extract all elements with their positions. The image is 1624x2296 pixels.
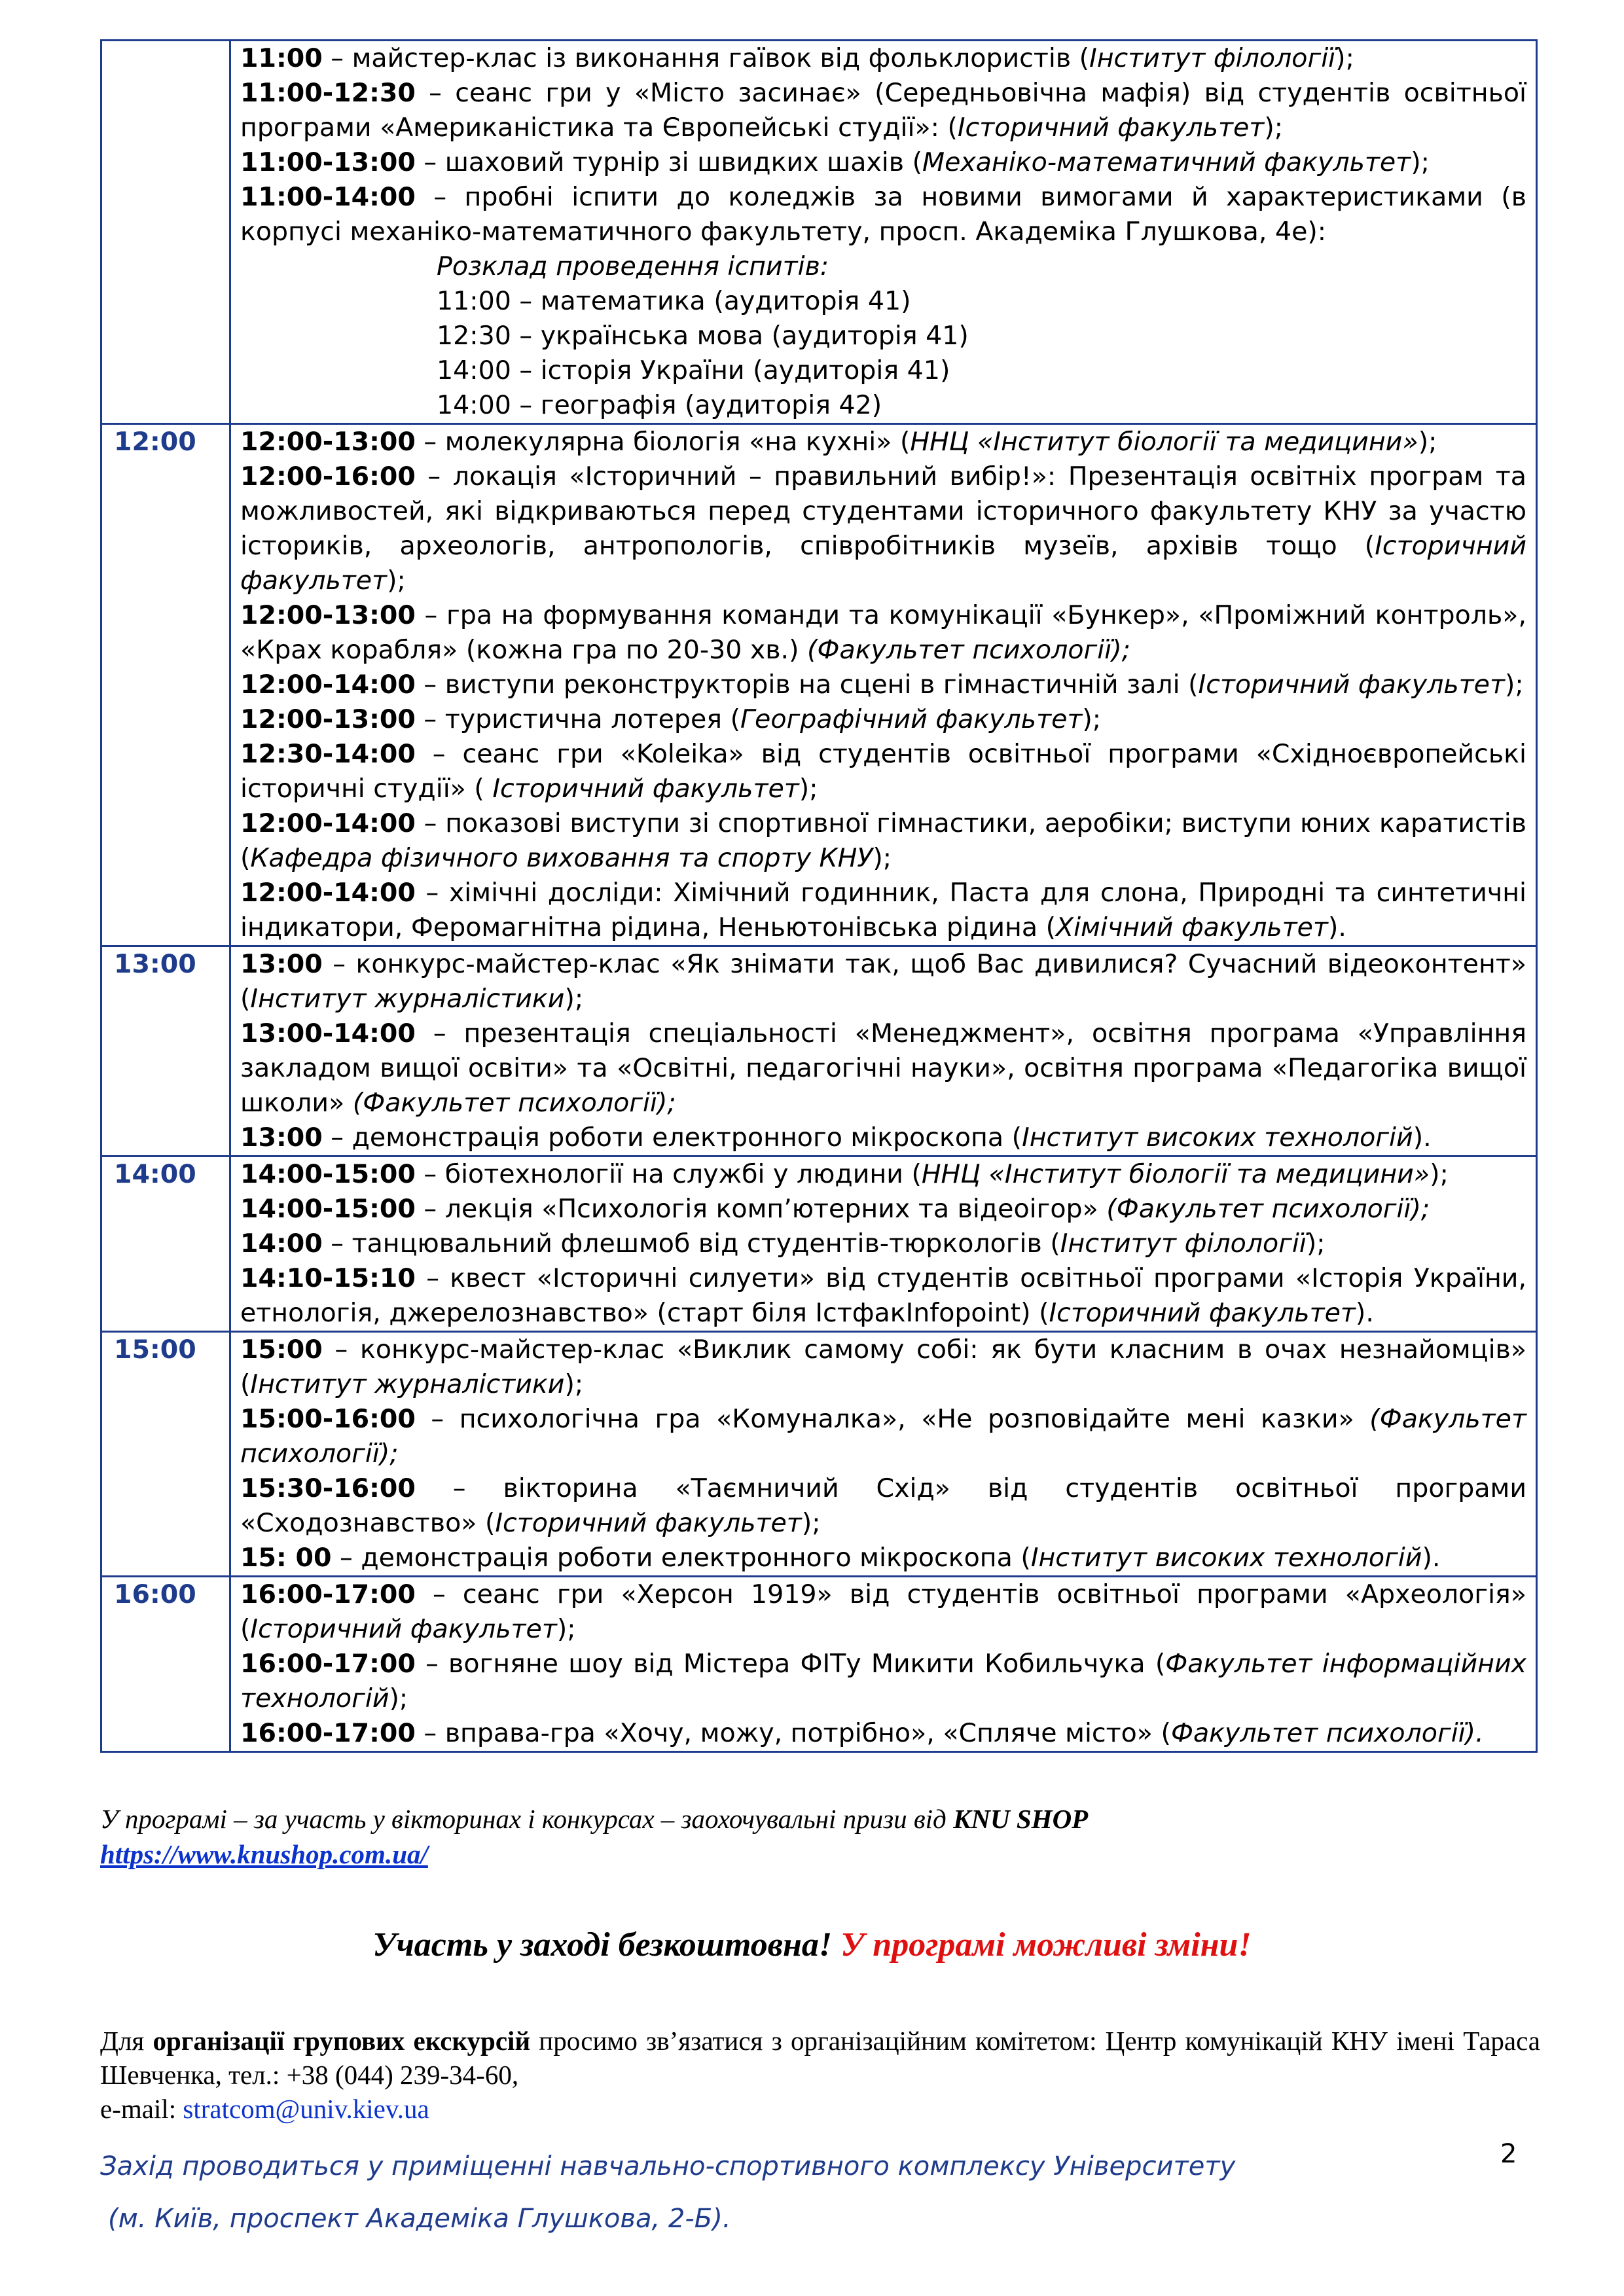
event-description: – хімічні досліди: Хімічний годинник, Паста для слона, Природні та синтетичні індикатори, Феромагнітна рідина, Неньютонівська рідина ( [240, 878, 1526, 942]
schedule-row [101, 1577, 1537, 1752]
event-trail: ); [564, 984, 584, 1014]
event-organizer: Інститут філології [1089, 43, 1336, 73]
event-time: 12:00-13:00 [240, 427, 416, 457]
free-participation-text: Участь у заході безкоштовна! [372, 1926, 833, 1964]
event-description: – молекулярна біологія «на кухні» ( [415, 427, 911, 457]
exam-schedule [240, 249, 1526, 423]
event-description: – квест «Історичні силуети» від студентів освітньої програми «Історія України, етнологія, джерелознавство» (старт біля ІстфакInfopoint) ( [240, 1263, 1526, 1328]
event-description: – майстер-клас із виконання гаївок від фольклористів ( [322, 43, 1090, 73]
event-entry [240, 1261, 1526, 1331]
event-organizer: ННЦ «Інститут біології та медицини» [921, 1159, 1430, 1189]
event-organizer: Географічний факультет [740, 704, 1083, 734]
event-organizer: ННЦ «Інститут біології та медицини» [910, 427, 1418, 457]
time-slot: 13:00 [101, 946, 230, 1157]
schedule-row [101, 1157, 1537, 1332]
event-organizer: Хімічний факультет [1056, 912, 1328, 942]
event-description: – танцювальний флешмоб від студентів-тюркологів ( [322, 1229, 1060, 1259]
schedule-body [101, 41, 1537, 1752]
time-slot: 12:00 [101, 424, 230, 946]
event-time: 12:30-14:00 [240, 739, 416, 769]
event-time: 15: 00 [240, 1543, 332, 1573]
event-entry [240, 180, 1526, 249]
event-trail: ). [1355, 1298, 1374, 1328]
event-description: – лекція «Психологія комп’ютерних та відеоігор» [415, 1194, 1107, 1224]
schedule-row [101, 41, 1537, 424]
event-organizer: Факультет психології). [1170, 1718, 1484, 1748]
event-time: 12:00-14:00 [240, 670, 416, 700]
event-organizer: Історичний факультет [492, 774, 799, 804]
event-organizer: Інститут філології [1060, 1229, 1307, 1259]
event-description: – пробні іспити до коледжів за новими вимогами й характеристиками (в корпусі механіко-математичного факультету, просп. Академіка Глушкова, 4е): [240, 182, 1526, 247]
venue-line-1: Захід проводиться у приміщенні навчально-спортивного комплексу Університету [100, 2151, 1236, 2181]
event-time: 14:00 [240, 1229, 323, 1259]
event-description: – демонстрація роботи електронного мікроскопа ( [322, 1122, 1022, 1153]
prize-text: У програмі – за участь у вікторинах і конкурсах – заохочувальні призи від [100, 1804, 954, 1834]
event-time: 11:00-13:00 [240, 147, 416, 177]
event-entry [240, 459, 1526, 598]
event-time: 12:00-14:00 [240, 808, 416, 838]
contact-bold: організації групових екскурсій [153, 2026, 531, 2056]
event-description: – вправа-гра «Хочу, можу, потрібно», «Спляче місто» ( [415, 1718, 1171, 1748]
event-organizer: Механіко-математичний факультет [922, 147, 1411, 177]
event-entry [240, 1333, 1526, 1402]
schedule-row [101, 424, 1537, 946]
time-slot: 15:00 [101, 1332, 230, 1577]
event-description: – сеанс гри у «Місто засинає» (Середньовічна мафія) від студентів освітньої програми «Американістика та Європейські студії»: ( [240, 78, 1526, 143]
event-time: 14:00-15:00 [240, 1194, 416, 1224]
page-number: 2 [1500, 2139, 1517, 2169]
event-entry [240, 1192, 1526, 1227]
event-entry [240, 1577, 1526, 1647]
event-description: – демонстрація роботи електронного мікроскопа ( [331, 1543, 1031, 1573]
event-entry [240, 1716, 1526, 1751]
event-description: – вікторина «Таємничий Схід» від студентів освітньої програми «Сходознавство» ( [240, 1473, 1526, 1538]
event-time: 16:00-17:00 [240, 1579, 416, 1609]
event-trail: ); [1082, 704, 1102, 734]
event-time: 13:00 [240, 949, 323, 979]
event-trail: ); [1418, 427, 1437, 457]
event-entry [240, 1541, 1526, 1575]
event-description: – вогняне шоу від Містера ФІТу Микити Кобильчука ( [415, 1649, 1166, 1679]
event-entry [240, 947, 1526, 1016]
event-trail: ). [1327, 912, 1346, 942]
event-entry [240, 41, 1526, 76]
event-entry [240, 1227, 1526, 1261]
exam-item: 12:30 – українська мова (аудиторія 41) [437, 321, 969, 351]
event-trail: ); [799, 774, 818, 804]
event-time: 13:00-14:00 [240, 1018, 416, 1049]
event-organizer: Історичний факультет [240, 531, 1526, 596]
event-entry [240, 702, 1526, 737]
event-time: 11:00 [240, 43, 323, 73]
events-cell [230, 1157, 1537, 1332]
event-organizer: Інститут високих технологій [1030, 1543, 1422, 1573]
venue-note [100, 2140, 1475, 2245]
exam-item: 14:00 – географія (аудиторія 42) [437, 390, 882, 420]
event-organizer: Кафедра фізичного виховання та спорту КНУ [250, 843, 873, 873]
event-entry [240, 598, 1526, 668]
event-entry [240, 1121, 1526, 1155]
schedule-row [101, 1332, 1537, 1577]
event-organizer: Історичний факультет [957, 113, 1265, 143]
exam-item: 11:00 – математика (аудиторія 41) [437, 286, 911, 316]
schedule-table [100, 39, 1538, 1753]
event-description: – локація «Історичний – правильний вибір!»: Презентація освітніх програм та можливостей, які відкриваються перед студентами історичного факультету КНУ за участю істориків, археологів, антропологів, співробітників музеїв, архівів тощо ( [240, 461, 1526, 561]
event-description: – туристична лотерея ( [415, 704, 741, 734]
event-time: 11:00-12:30 [240, 78, 416, 108]
event-organizer: (Факультет психології); [1106, 1194, 1430, 1224]
event-time: 15:00 [240, 1335, 323, 1365]
contact-post: просимо зв’язатися з організаційним комітетом: Центр комунікацій КНУ імені Тараса Шевченка, тел.: +38 (044) 239-34-60, [100, 2026, 1541, 2090]
event-description: – сеанс гри «Koleika» від студентів освітньої програми «Східноєвропейські історичні студії» ( [240, 739, 1526, 804]
event-entry [240, 876, 1526, 945]
event-organizer: Інститут журналістики [250, 1369, 565, 1399]
event-entry [240, 1471, 1526, 1541]
email-label: e-mail: [100, 2094, 183, 2124]
event-time: 16:00-17:00 [240, 1718, 416, 1748]
event-organizer: Історичний факультет [495, 1508, 802, 1538]
event-description: – шаховий турнір зі швидких шахів ( [415, 147, 923, 177]
event-entry [240, 1157, 1526, 1192]
events-cell [230, 1577, 1537, 1752]
schedule-row [101, 946, 1537, 1157]
event-description: – презентація спеціальності «Менеджмент», освітня програма «Управління закладом вищої освіти» та «Освітні, педагогічні науки», освітня програма «Педагогіка вищої школи» [240, 1018, 1526, 1118]
event-entry [240, 737, 1526, 806]
event-trail: ); [801, 1508, 821, 1538]
notice-line [0, 1924, 1624, 1966]
event-entry [240, 1402, 1526, 1471]
event-time: 15:00-16:00 [240, 1404, 416, 1434]
event-entry [240, 1016, 1526, 1121]
event-trail: ). [1422, 1543, 1441, 1573]
event-trail: ); [1335, 43, 1354, 73]
event-entry [240, 425, 1526, 459]
exam-item: 14:00 – історія України (аудиторія 41) [437, 355, 950, 386]
exam-schedule-heading: Розклад проведення іспитів: [437, 251, 829, 281]
event-description: – гра на формування команди та комунікації «Бункер», «Проміжний контроль», «Крах корабля» (кожна гра по 20-30 хв.) [240, 600, 1526, 665]
event-organizer: (Факультет психології); [352, 1088, 676, 1118]
event-organizer: Інститут журналістики [250, 984, 565, 1014]
time-slot: 16:00 [101, 1577, 230, 1752]
event-description: – показові виступи зі спортивної гімнастики, аеробіки; виступи юних каратистів ( [240, 808, 1526, 873]
program-changes-text: У програмі можливі зміни! [840, 1926, 1252, 1964]
event-trail: ). [1413, 1122, 1432, 1153]
time-slot [101, 41, 230, 424]
event-time: 13:00 [240, 1122, 323, 1153]
event-entry [240, 76, 1526, 145]
knushop-link[interactable]: https://www.knushop.com.ua/ [100, 1839, 428, 1869]
event-organizer: Історичний факультет [1049, 1298, 1356, 1328]
event-time: 12:00-13:00 [240, 600, 416, 630]
event-description: – виступи реконструкторів на сцені в гімнастичній залі ( [415, 670, 1199, 700]
event-time: 12:00-16:00 [240, 461, 416, 492]
event-trail: ); [873, 843, 892, 873]
event-trail: ); [564, 1369, 584, 1399]
events-cell [230, 1332, 1537, 1577]
event-description: – конкурс-майстер-клас «Виклик самому собі: як бути класним в очах незнайомців» ( [240, 1335, 1526, 1399]
venue-line-2: (м. Київ, проспект Академіка Глушкова, 2-Б). [108, 2204, 731, 2234]
events-cell [230, 946, 1537, 1157]
event-time: 14:10-15:10 [240, 1263, 416, 1293]
event-trail: ); [387, 565, 406, 596]
event-trail: ); [1411, 147, 1430, 177]
event-trail: ); [389, 1683, 408, 1713]
events-cell [230, 41, 1537, 424]
prize-brand: KNU SHOP [953, 1804, 1089, 1834]
events-cell [230, 424, 1537, 946]
event-time: 14:00-15:00 [240, 1159, 416, 1189]
event-entry [240, 145, 1526, 180]
event-time: 12:00-13:00 [240, 704, 416, 734]
event-organizer: Інститут високих технологій [1022, 1122, 1413, 1153]
event-time: 16:00-17:00 [240, 1649, 416, 1679]
event-trail: ); [1264, 113, 1284, 143]
event-organizer: Історичний факультет [250, 1614, 557, 1644]
contact-info [100, 2024, 1540, 2126]
contact-pre: Для [100, 2026, 153, 2056]
time-slot: 14:00 [101, 1157, 230, 1332]
event-trail: ); [1504, 670, 1524, 700]
event-time: 12:00-14:00 [240, 878, 416, 908]
event-description: – психологічна гра «Комуналка», «Не розповідайте мені казки» [415, 1404, 1370, 1434]
event-trail: ); [556, 1614, 576, 1644]
event-entry [240, 806, 1526, 876]
event-organizer: Факультет інформаційних технологій [240, 1649, 1526, 1713]
event-trail: ); [1306, 1229, 1326, 1259]
event-description: – біотехнології на службі у людини ( [415, 1159, 922, 1189]
event-time: 15:30-16:00 [240, 1473, 416, 1503]
event-organizer: (Факультет психології); [807, 635, 1130, 665]
event-organizer: (Факультет психології); [240, 1404, 1526, 1469]
event-entry [240, 668, 1526, 702]
event-trail: ); [1430, 1159, 1449, 1189]
event-time: 11:00-14:00 [240, 182, 416, 212]
event-description: – сеанс гри «Херсон 1919» від студентів освітньої програми «Археологія» ( [240, 1579, 1526, 1644]
event-entry [240, 1647, 1526, 1716]
email-link[interactable]: stratcom@univ.kiev.ua [183, 2094, 429, 2124]
event-organizer: Історичний факультет [1198, 670, 1505, 700]
prize-note [100, 1801, 1540, 1872]
event-description: – конкурс-майстер-клас «Як знімати так, щоб Вас дивилися? Сучасний відеоконтент» ( [240, 949, 1526, 1014]
